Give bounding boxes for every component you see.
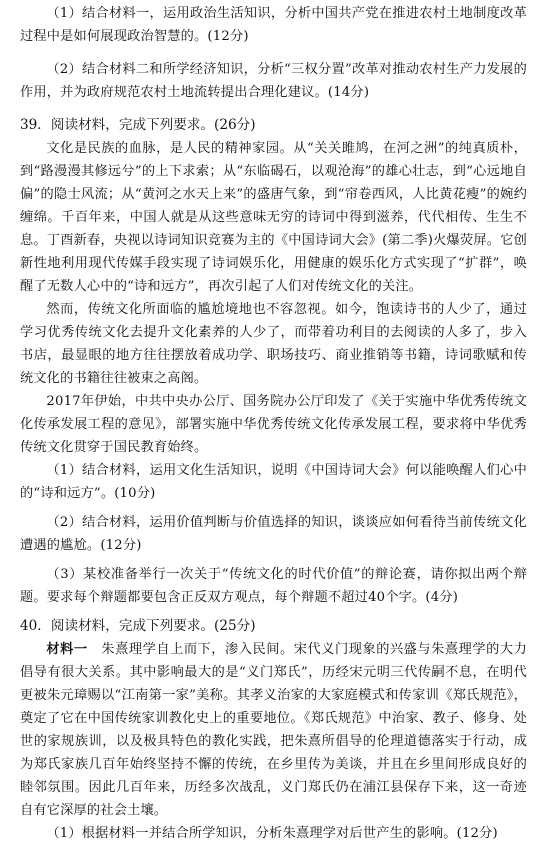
q40-subquestion-1: （1）根据材料一并结合所学知识，分析朱熹理学对后世产生的影响。(12分) bbox=[46, 826, 498, 841]
question-40-title: 40．阅读材料，完成下列要求。(25分) bbox=[20, 618, 256, 634]
material-1-label: 材料一 bbox=[46, 642, 88, 657]
q40-material-1 bbox=[20, 638, 527, 822]
q39-material-paragraph-3: 2017年伊始，中共中央办公厅、国务院办公厅印发了《关于实施中华优秀传统文化传承发展工程的意见》，部署实施中华优秀传统文化传承发展工程，要求将中华优秀传统文化贯穿于国民教育始终。 bbox=[20, 394, 527, 455]
q39-subquestion-2: （2）结合材料，运用价值判断与价值选择的知识，谈谈应如何看待当前传统文化遭遇的尴尬。(12分) bbox=[20, 515, 527, 553]
q39-subquestion-1: （1）结合材料，运用文化生活知识，说明《中国诗词大会》何以能唤醒人们心中的“诗和远方”。(10分) bbox=[20, 463, 527, 501]
question-39-title: 39．阅读材料，完成下列要求。(26分) bbox=[20, 117, 256, 133]
q39-material-paragraph-2: 然而，传统文化所面临的尴尬境地也不容忽视。如今，饱读诗书的人少了，通过学习优秀传统文化去提升文化素养的人少了，而带着功利目的去阅读的人多了，步入书店，最显眼的地方往往摆放着成功学、职场技巧、商业推销等书籍，诗词歌赋和传统文化的书籍往往被束之高阁。 bbox=[20, 302, 527, 386]
q39-material-paragraph-1: 文化是民族的血脉，是人民的精神家园。从“关关雎鸠，在河之洲”的纯真质朴，到“路漫漫其修远兮”的上下求索；从“东临碣石，以观沧海”的雄心壮志，到“心远地自偏”的隐士风流；从“黄河之水天上来”的盛唐气象，到“帘卷西风，人比黄花瘦”的婉约缠绵。千百年来，中国人就是从这些意味无穷的诗词中得到滋养，代代相传、生生不息。丁酉新春，央视以诗词知识竞赛为主的《中国诗词大会》(第二季)火爆荧屏。它创新性地利用现代传媒手段实现了诗词娱乐化，用健康的娱乐化方式实现了“扩群”，唤醒了无数人心中的“诗和远方”，再次引起了人们对传统文化的关注。 bbox=[20, 141, 527, 294]
question-2-prompt: （2）结合材料二和所学经济知识，分析“三权分置”改革对推动农村生产力发展的作用，并为政府规范农村土地流转提出合理化建议。(14分) bbox=[20, 62, 527, 100]
q40-material-1-text: 朱熹理学自上而下，渗入民间。宋代义门现象的兴盛与朱熹理学的大力倡导有很大关系。其中影响最大的是“义门郑氏”，历经宋元明三代传嗣不息，在明代更被朱元璋赐以“江南第一家”美称。其孝义治家的大家庭模式和传家训《郑氏规范》，奠定了它在中国传统家训教化史上的重要地位。《郑氏规范》中治家、教子、修身、处世的家规族训，以及极具特色的教化实践，把朱熹所倡导的伦理道德落实于行动，成为郑氏家族几百年始终坚持不懈的传统，在乡里传为美谈，并且在乡里间形成良好的睦邻氛围。因此几百年来，历经多次战乱，义门郑氏仍在浦江县保存下来，这一奇迹自有它深厚的社会土壤。 bbox=[20, 642, 528, 818]
question-1-prompt: （1）结合材料一，运用政治生活知识，分析中国共产党在推进农村土地制度改革过程中是如何展现政治智慧的。(12分) bbox=[20, 6, 527, 44]
q39-subquestion-3: （3）某校准备举行一次关于“传统文化的时代价值”的辩论赛，请你拟出两个辩题。要求每个辩题都要包含正反双方观点，每个辩题不超过40个字。(4分) bbox=[20, 567, 527, 605]
